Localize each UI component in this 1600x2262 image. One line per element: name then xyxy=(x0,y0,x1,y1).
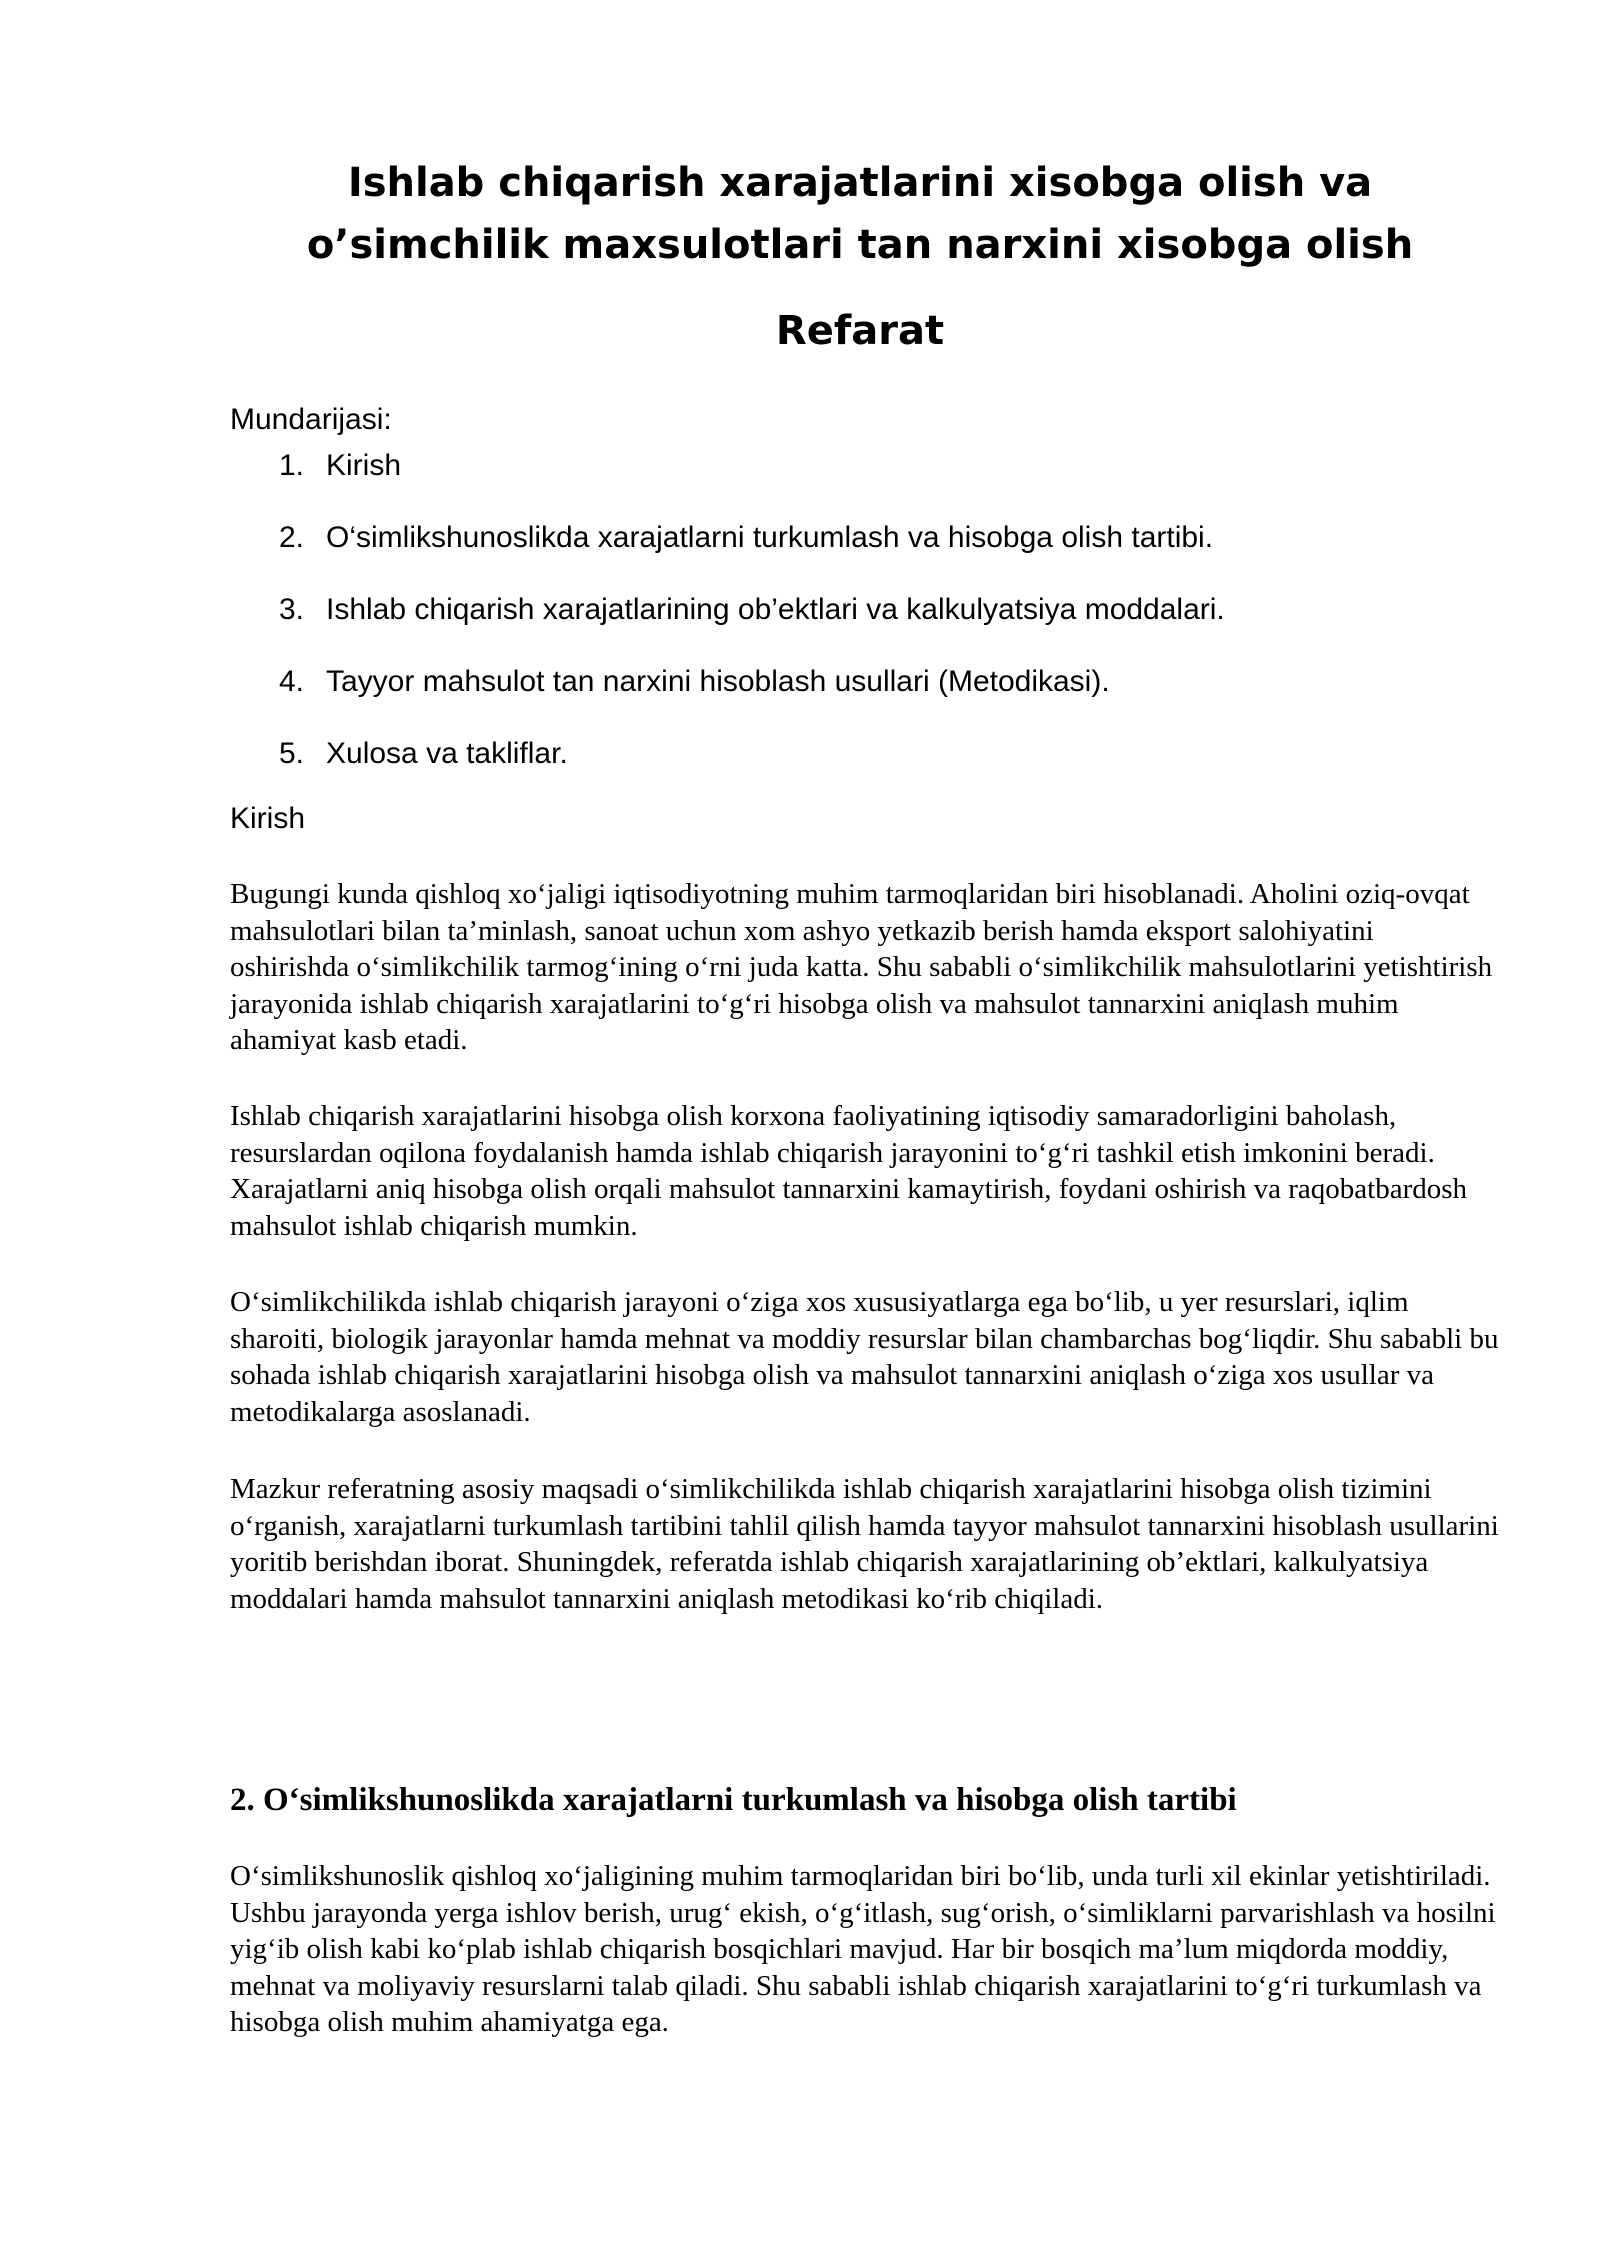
toc-item-5 xyxy=(230,736,568,772)
document-title: Ishlab chiqarish xarajatlarini xisobga olish va o’simchilik maxsulotlari tan narxini xisobga olish xyxy=(306,160,1414,268)
toc-item-1 xyxy=(230,448,401,484)
toc-text: Ishlab chiqarish xarajatlarining ob’ektlari va kalkulyatsiya moddalari. xyxy=(326,593,1225,626)
toc-number: 1. xyxy=(278,449,304,482)
intro-paragraph-4: Mazkur referatning asosiy maqsadi o‘simlikchilikda ishlab chiqarish xarajatlarini hisobga olish tizimini o‘rganish, xarajatlarni turkumlash tartibini tahlil qilish hamda tayyor mahsulot tannarxini hisoblash usullarini yoritib berishdan iborat. Shuningdek, referatda ishlab chiqarish xarajatlarining ob’ektlari, kalkulyatsiya moddalari hamda mahsulot tannarxini aniqlash metodikasi ko‘rib chiqiladi. xyxy=(230,1473,1499,1615)
intro-heading: Kirish xyxy=(230,802,306,835)
intro-paragraph-1: Bugungi kunda qishloq xo‘jaligi iqtisodiyotning muhim tarmoqlaridan biri hisoblanadi. Aholini oziq-ovqat mahsulotlari bilan ta’minlash, sanoat uchun xom ashyo yetkazib berish hamda eksport salohiyatini oshirishda o‘simlikchilik tarmog‘ining o‘rni juda katta. Shu sababli o‘simlikchilik mahsulotlarini yetishtirish jarayonida ishlab chiqarish xarajatlarini to‘g‘ri hisobga olish va mahsulot tannarxini aniqlash muhim ahamiyat kasb etadi. xyxy=(230,878,1493,1057)
toc-item-2 xyxy=(230,520,1213,556)
toc-text: O‘simlikshunoslikda xarajatlarni turkumlash va hisobga olish tartibi. xyxy=(326,521,1214,554)
toc-item-3 xyxy=(230,592,1225,628)
toc-number: 5. xyxy=(278,737,304,770)
section-2-heading: 2. O‘simlikshunoslikda xarajatlarni turkumlash va hisobga olish tartibi xyxy=(230,1782,1237,1818)
toc-number: 4. xyxy=(278,665,304,698)
document-subtitle: Refarat xyxy=(775,308,945,354)
section-2-paragraph: O‘simlikshunoslik qishloq xo‘jaligining muhim tarmoqlaridan biri bo‘lib, unda turli xil ekinlar yetishtiriladi. Ushbu jarayonda yerga ishlov berish, urug‘ ekish, o‘g‘itlash, sug‘orish, o‘simliklarni parvarishlash va hosilni yig‘ib olish kabi ko‘plab ishlab chiqarish bosqichlari mavjud. Har bir bosqich ma’lum miqdorda moddiy, mehnat va moliyaviy resurslarni talab qiladi. Shu sababli ishlab chiqarish xarajatlarini to‘g‘ri turkumlash va hisobga olish muhim ahamiyatga ega. xyxy=(230,1860,1496,2039)
toc-text: Xulosa va takliflar. xyxy=(326,737,568,770)
toc-label: Mundarijasi: xyxy=(230,403,392,436)
toc-text: Kirish xyxy=(326,449,402,482)
toc-text: Tayyor mahsulot tan narxini hisoblash usullari (Metodikasi). xyxy=(326,665,1110,698)
intro-paragraph-3: O‘simlikchilikda ishlab chiqarish jarayoni o‘ziga xos xususiyatlarga ega bo‘lib, u yer resurslari, iqlim sharoiti, biologik jarayonlar hamda mehnat va moddiy resurslar bilan chambarchas bog‘liqdir. Shu sababli bu sohada ishlab chiqarish xarajatlarini hisobga olish va mahsulot tannarxini aniqlash o‘ziga xos usullar va metodikalarga asoslanadi. xyxy=(230,1286,1499,1428)
toc-item-4 xyxy=(230,664,1110,700)
toc-number: 2. xyxy=(278,521,304,554)
toc-number: 3. xyxy=(278,593,304,626)
intro-paragraph-2: Ishlab chiqarish xarajatlarini hisobga olish korxona faoliyatining iqtisodiy samaradorligini baholash, resurslardan oqilona foydalanish hamda ishlab chiqarish jarayonini to‘g‘ri tashkil etish imkonini beradi. Xarajatlarni aniq hisobga olish orqali mahsulot tannarxini kamaytirish, foydani oshirish va raqobatbardosh mahsulot ishlab chiqarish mumkin. xyxy=(230,1100,1468,1242)
